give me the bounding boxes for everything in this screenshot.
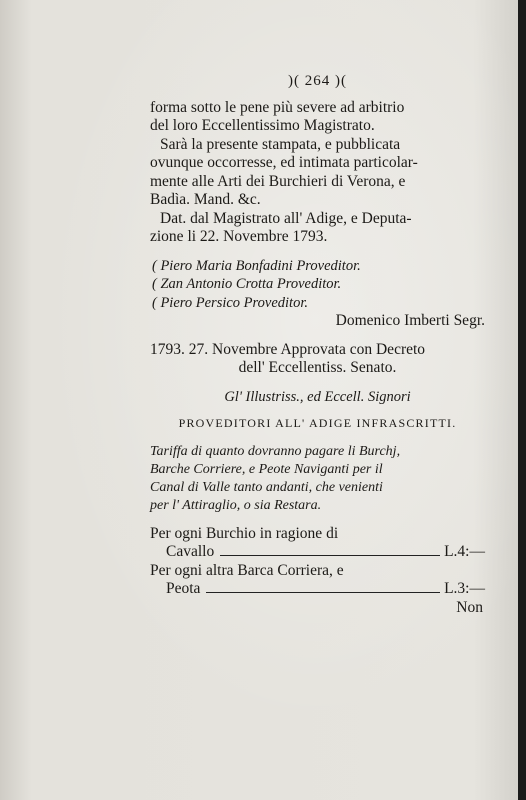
approval-line-2: dell' Eccellentiss. Senato. <box>238 359 397 376</box>
tariff-title <box>150 443 485 515</box>
rate-item: Cavallo <box>166 543 215 560</box>
rate-line: Per ogni altra Barca Corriera, e <box>150 561 344 579</box>
rate-price: L.4:— <box>444 543 485 560</box>
page-edge-shadow <box>518 0 526 800</box>
secretary-signature: Domenico Imberti Segr. <box>335 312 485 329</box>
paragraph-3 <box>150 210 485 247</box>
page-number: )( 264 )( <box>288 73 347 89</box>
tariff-line: Tariffa di quanto dovranno pagare li Burchj, <box>150 443 401 459</box>
paragraph-2 <box>150 136 485 210</box>
text-line: forma sotto le pene più severe ad arbitrio <box>150 98 405 116</box>
catchword: Non <box>456 598 483 616</box>
signatory-3: ( Piero Persico Proveditor. <box>152 294 308 311</box>
text-block <box>150 72 485 617</box>
rate-item: Peota <box>166 580 201 597</box>
dash-leader <box>206 592 440 593</box>
rate-price: L.3:— <box>444 580 485 597</box>
text-line: Sarà la presente stampata, e pubblicata <box>160 135 401 153</box>
rate-line: Per ogni Burchio in ragione di <box>150 524 339 542</box>
signori-line: Gl' Illustriss., ed Eccell. Signori <box>224 388 411 405</box>
rate-2 <box>150 562 485 599</box>
text-line: Badìa. Mand. &c. <box>150 191 261 208</box>
signatory-2: ( Zan Antonio Crotta Proveditor. <box>152 276 342 292</box>
text-line: zione li 22. Novembre 1793. <box>150 228 328 245</box>
text-line: Dat. dal Magistrato all' Adige, e Deputa- <box>160 209 412 227</box>
signatory-1: ( Piero Maria Bonfadini Proveditor. <box>152 257 361 274</box>
text-line: del loro Eccellentissimo Magistrato. <box>150 117 375 134</box>
tariff-line: Canal di Valle tanto andanti, che venienti <box>150 479 383 495</box>
paragraph-1 <box>150 99 485 136</box>
rate-1 <box>150 525 485 562</box>
proveditori-heading: PROVEDITORI ALL' ADIGE INFRASCRITTI. <box>178 416 457 430</box>
text-line: ovunque occorresse, ed intimata particolar- <box>150 154 418 171</box>
tariff-line: per l' Attiraglio, o sia Restara. <box>150 497 322 513</box>
dash-leader <box>220 555 440 556</box>
approval-line-1: 1793. 27. Novembre Approvata con Decreto <box>150 340 426 358</box>
tariff-line: Barche Corriere, e Peote Naviganti per il <box>150 461 383 477</box>
text-line: mente alle Arti dei Burchieri di Verona, e <box>150 172 406 190</box>
